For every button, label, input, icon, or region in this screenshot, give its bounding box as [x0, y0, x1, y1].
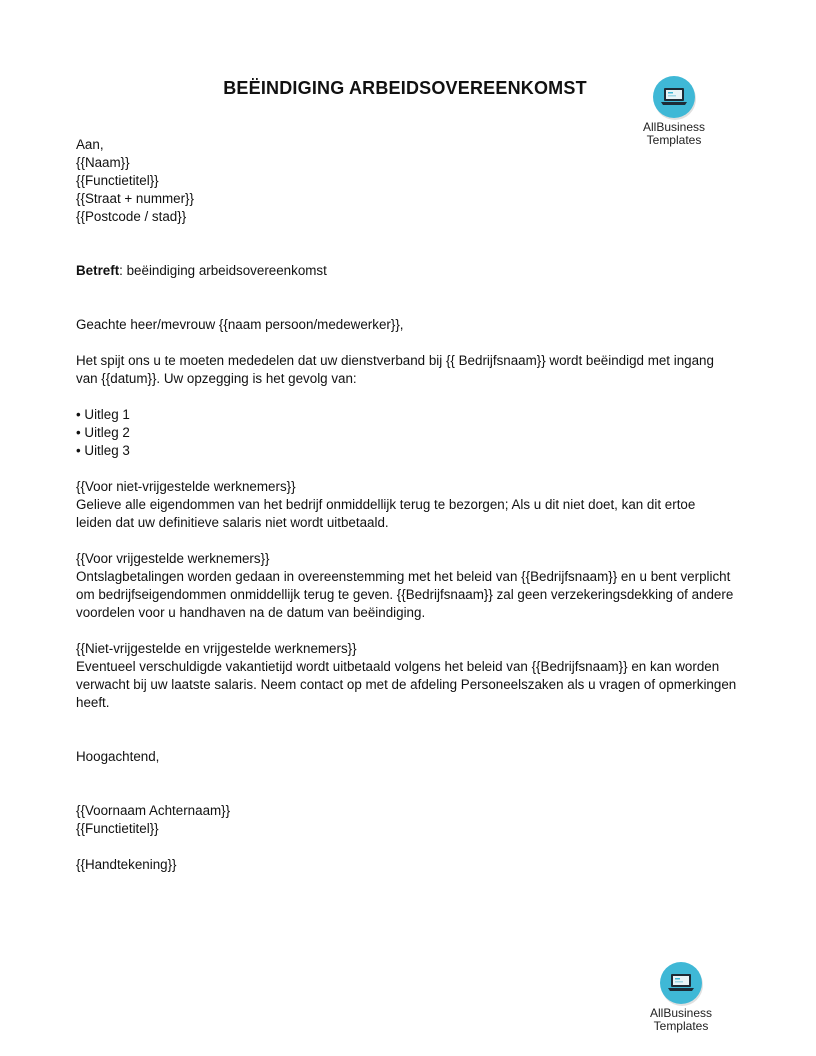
intro-paragraph: Het spijt ons u te moeten mededelen dat uw dienstverband bij {{ Bedrijfsnaam}} wordt beëindigd met ingang van {{datum}}. Uw opzegging is het gevolg van:	[76, 353, 714, 386]
list-item: • Uitleg 3	[76, 443, 130, 458]
logo-text: AllBusiness Templates	[649, 1006, 713, 1033]
section-heading: {{Voor niet-vrijgestelde werknemers}}	[76, 479, 296, 494]
address-line: {{Naam}}	[76, 155, 130, 170]
signer-name: {{Voornaam Achternaam}}	[76, 803, 231, 818]
company-logo-footer	[636, 962, 726, 1033]
list-item: • Uitleg 2	[76, 425, 130, 440]
address-line: {{Postcode / stad}}	[76, 209, 187, 224]
signer-block	[76, 802, 746, 838]
salutation: Geachte heer/mevrouw {{naam persoon/medewerker}},	[76, 317, 404, 332]
section-heading: {{Niet-vrijgestelde en vrijgestelde werknemers}}	[76, 641, 357, 656]
logo-badge	[653, 76, 695, 118]
list-item: • Uitleg 1	[76, 407, 130, 422]
logo-badge	[660, 962, 702, 1004]
letter-body	[76, 136, 746, 874]
document-title: BEËINDIGING ARBEIDSOVEREENKOMST	[223, 78, 587, 98]
section-non-exempt: {{Voor niet-vrijgestelde werknemers}} Gelieve alle eigendommen van het bedrijf onmiddellijk terug te bezorgen; Als u dit niet doet, kan dit ertoe leiden dat uw definitieve salaris niet wordt uitbetaald.	[76, 478, 746, 532]
address-line: {{Functietitel}}	[76, 173, 159, 188]
subject-line	[76, 262, 746, 280]
laptop-icon	[661, 86, 687, 108]
address-line: {{Straat + nummer}}	[76, 191, 194, 206]
section-heading: {{Voor vrijgestelde werknemers}}	[76, 551, 270, 566]
recipient-address	[76, 136, 746, 226]
reasons-list	[76, 406, 746, 460]
section-both: {{Niet-vrijgestelde en vrijgestelde werknemers}} Eventueel verschuldigde vakantietijd wordt uitbetaald volgens het beleid van {{Bedrijfsnaam}} en kan worden verwacht bij uw laatste salaris. Neem contact op met de afdeling Personeelszaken als u vragen of opmerkingen heeft.	[76, 640, 746, 712]
subject-text: : beëindiging arbeidsovereenkomst	[119, 263, 327, 278]
address-line: Aan,	[76, 137, 104, 152]
signature-placeholder: {{Handtekening}}	[76, 857, 177, 872]
closing: Hoogachtend,	[76, 749, 160, 764]
laptop-icon	[668, 972, 694, 994]
logo-text: AllBusiness Templates	[642, 120, 706, 147]
signer-title: {{Functietitel}}	[76, 821, 159, 836]
section-exempt: {{Voor vrijgestelde werknemers}} Ontslagbetalingen worden gedaan in overeenstemming met het beleid van {{Bedrijfsnaam}} en u bent verplicht om bedrijfseigendommen onmiddellijk terug te geven. {{Bedrijfsnaam}} zal geen verzekeringsdekking of andere voordelen voor u handhaven na de datum van beëindiging.	[76, 550, 746, 622]
subject-label: Betreft	[76, 263, 120, 278]
